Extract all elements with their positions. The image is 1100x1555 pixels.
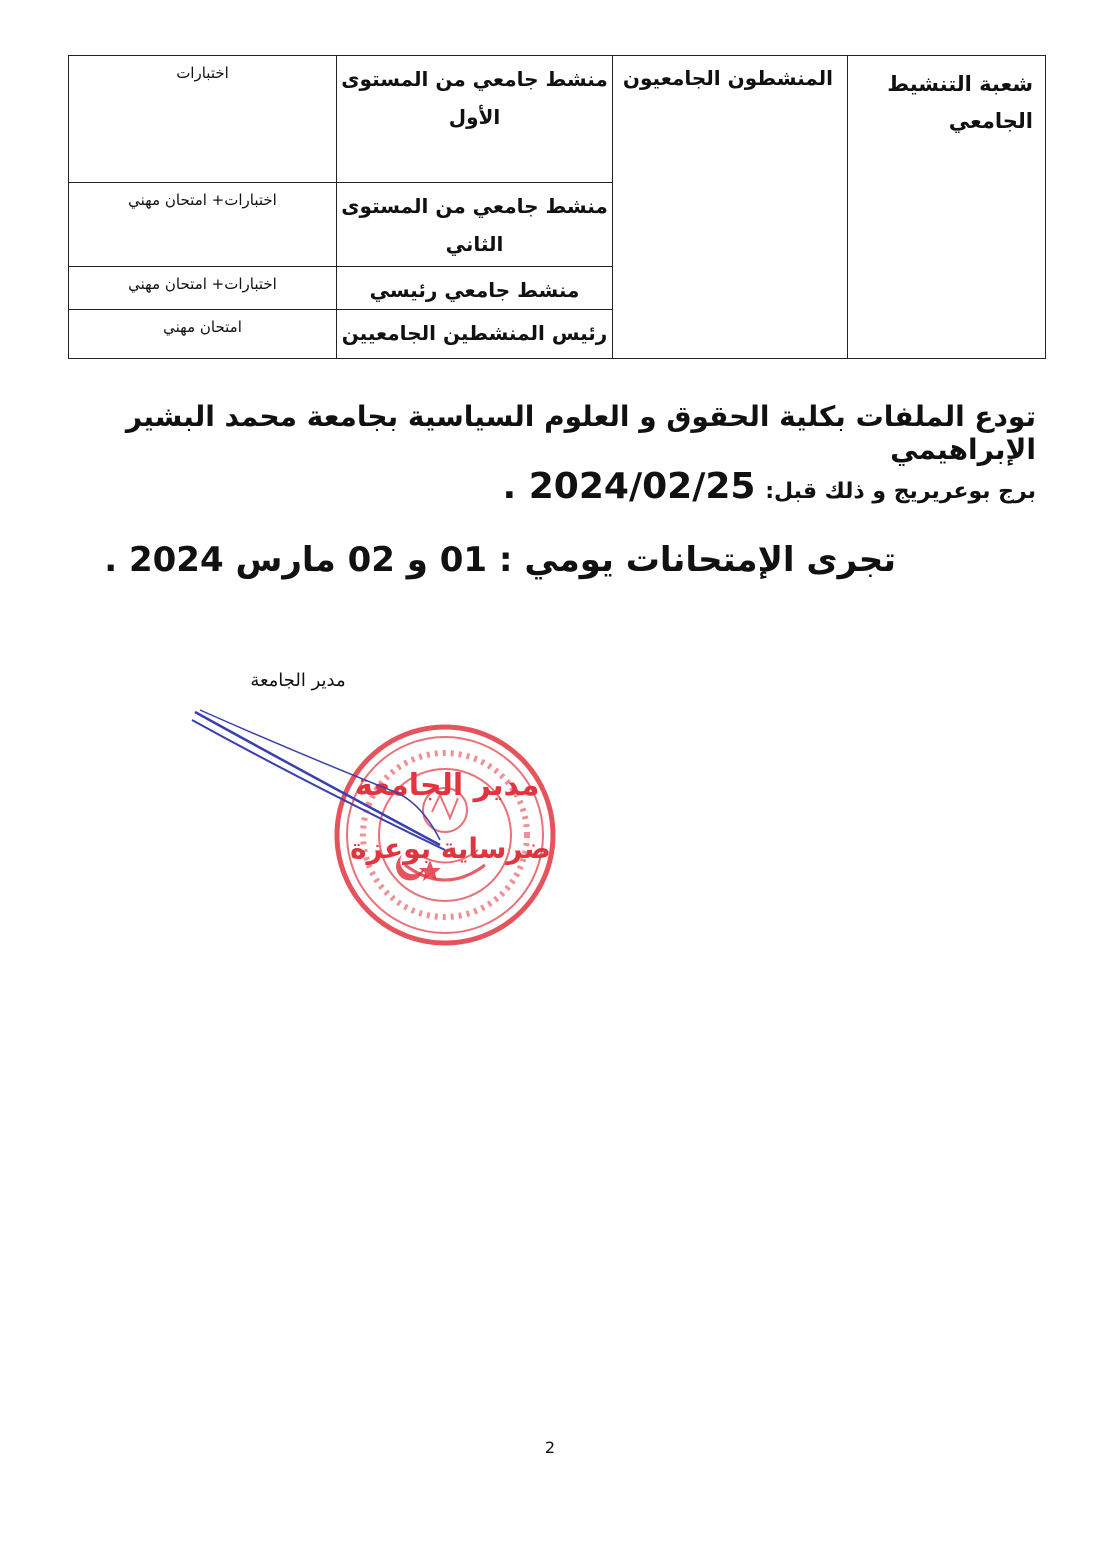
director-title: مدير الجامعة [250,670,346,691]
official-stamp [140,700,560,950]
exam-cell: امتحان مهني [69,310,337,359]
level-cell: منشط جامعي من المستوى الثاني [337,183,613,267]
level-cell: منشط جامعي من المستوى الأول [337,56,613,183]
page-number: 2 [544,1438,556,1457]
stamp-line-1: مدير الجامعة [355,768,540,803]
deadline-date: 2024/02/25 . [502,466,756,507]
notice-line-1: تودع الملفات بكلية الحقوق و العلوم السياسية بجامعة محمد البشير الإبراهيمي [125,400,1036,466]
notice-line-2 [70,466,1036,507]
notice-line-2-text: برج بوعريريج و ذلك قبل: [765,479,1036,504]
exam-cell: اختبارات+ امتحان مهني [69,267,337,310]
exam-cell: اختبارات+ امتحان مهني [69,183,337,267]
level-cell: منشط جامعي رئيسي [337,267,613,310]
exam-cell: اختبارات [69,56,337,183]
group-cell: المنشطون الجامعيون [613,56,848,359]
branch-cell: شعبة التنشيط الجامعي [848,56,1046,359]
level-cell: رئيس المنشطين الجامعيين [337,310,613,359]
positions-table [68,55,1046,359]
exam-dates: تجرى الإمتحانات يومي : 01 و 02 مارس 2024 . [104,540,896,580]
stamp-line-2: ضرساية بوعزة [350,832,551,865]
